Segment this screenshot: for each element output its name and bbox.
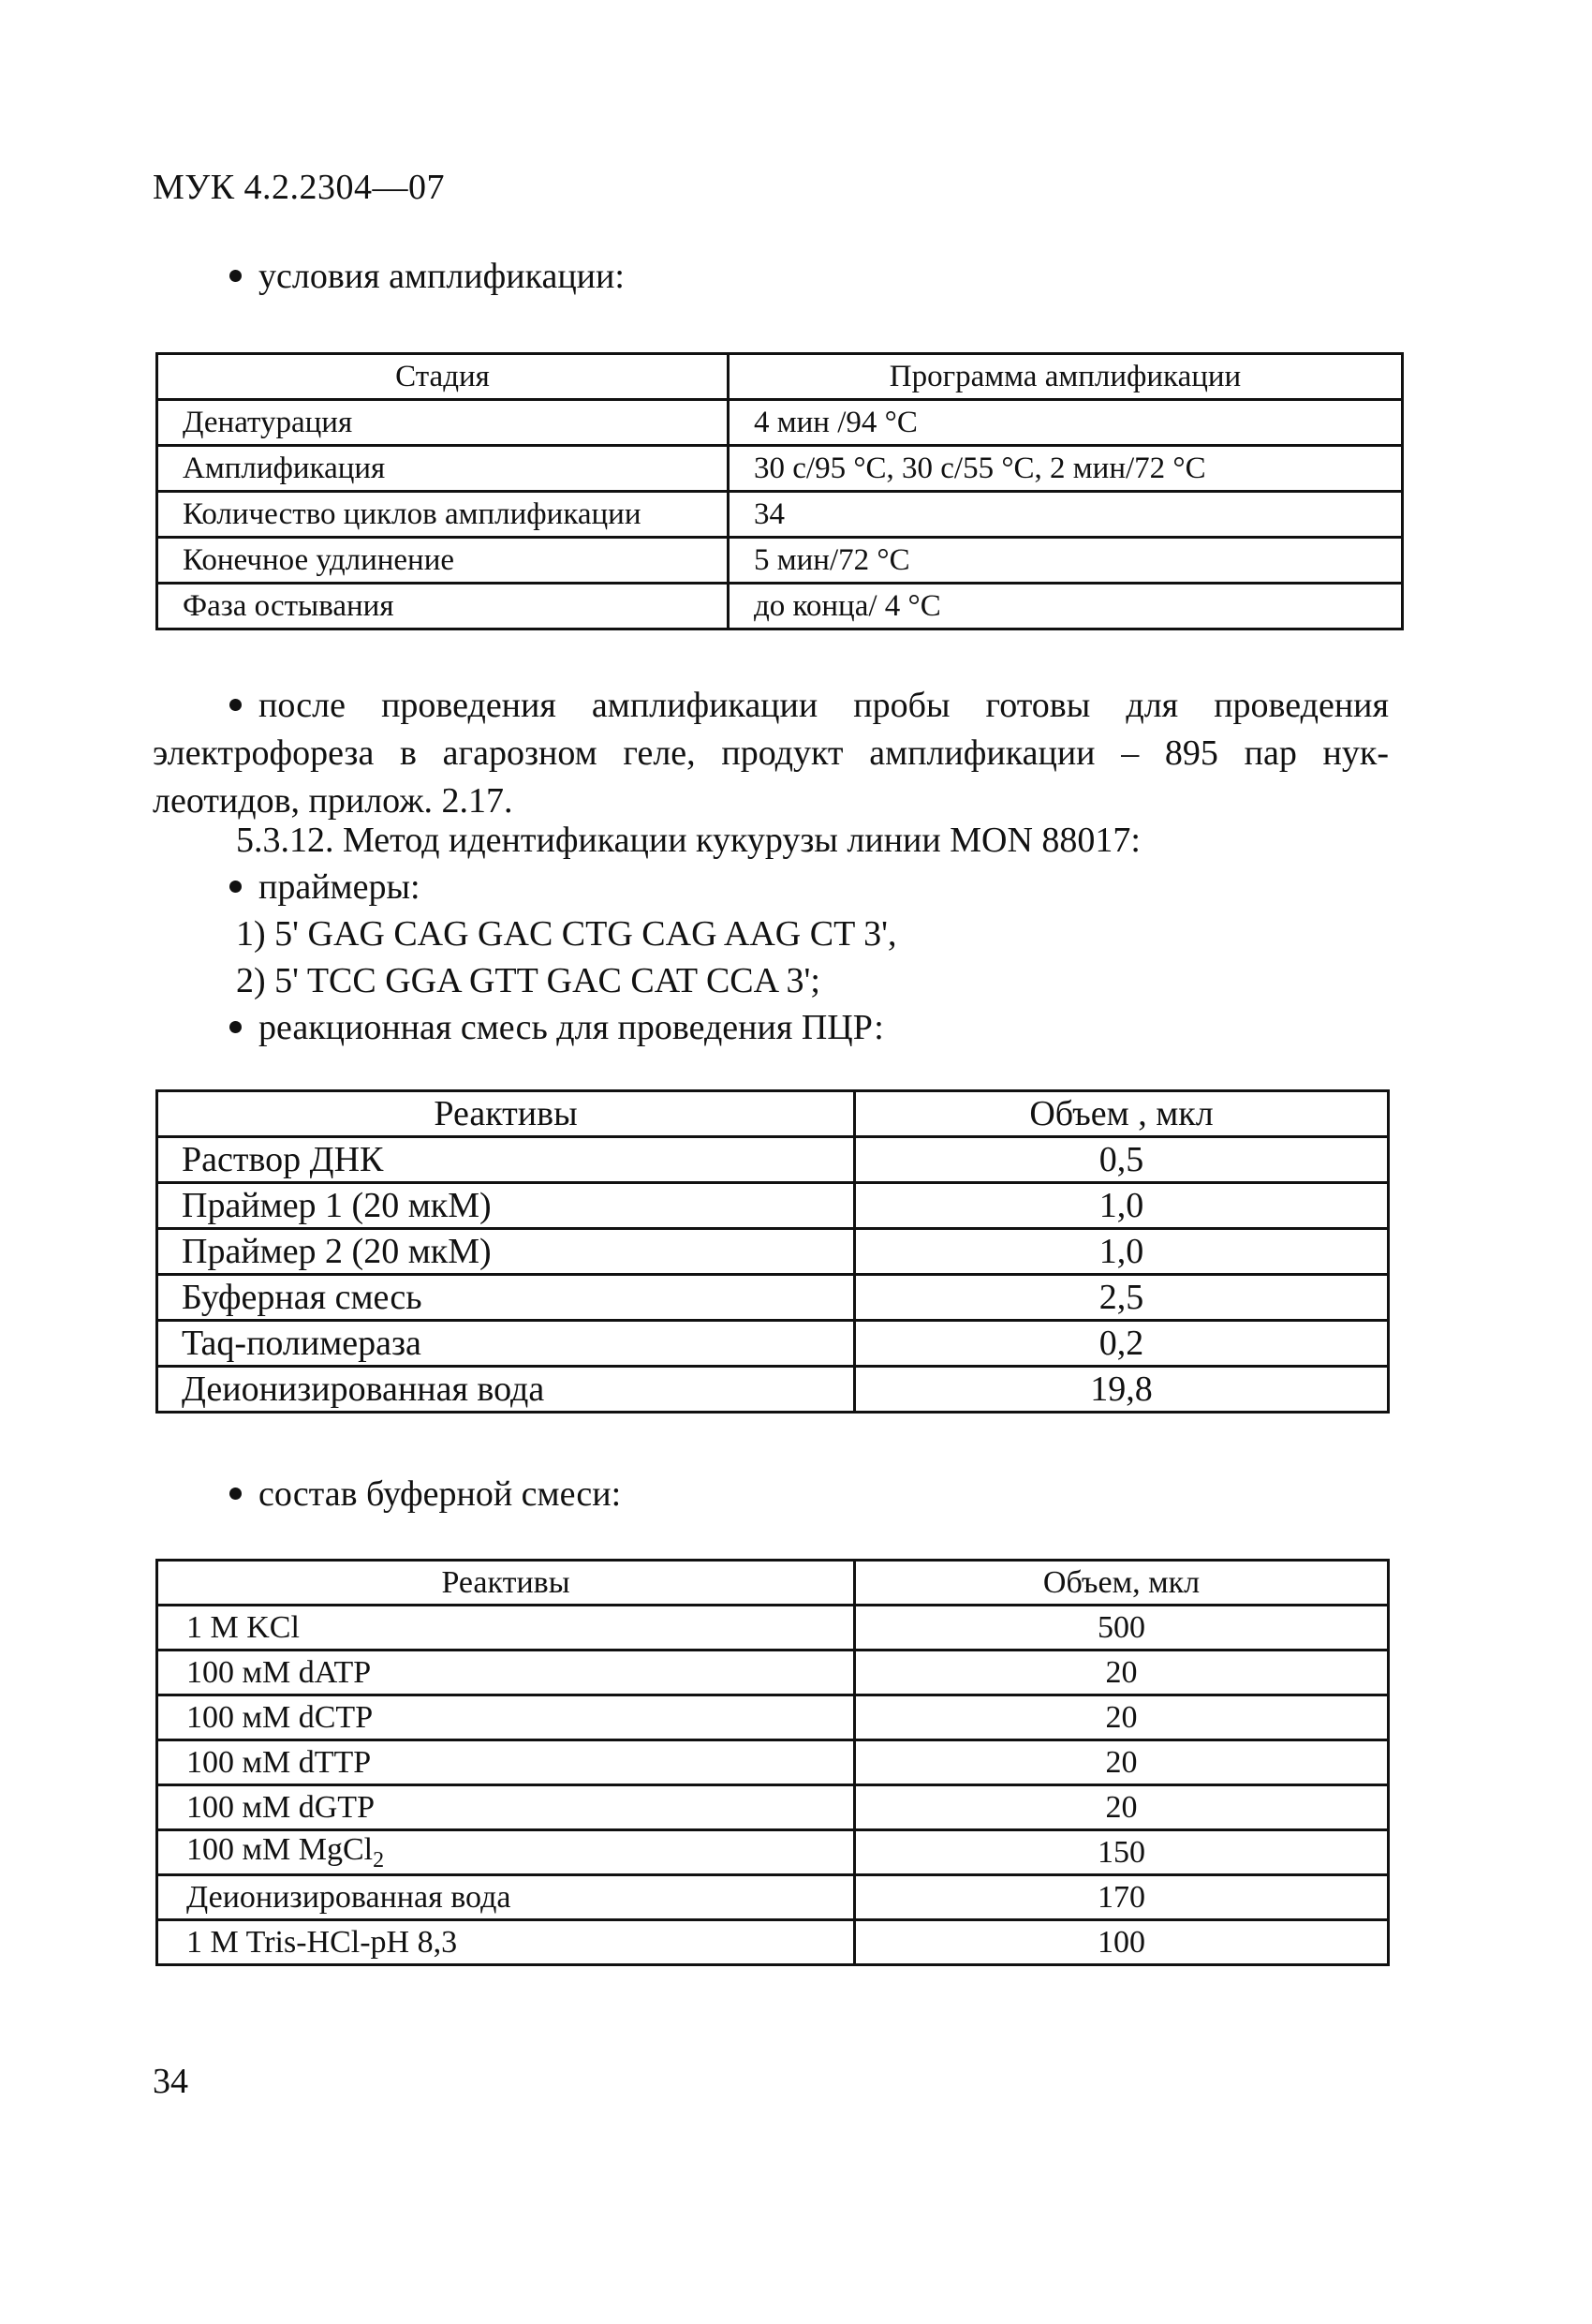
program-cell: 30 с/95 °С, 30 с/55 °С, 2 мин/72 °С <box>729 446 1403 492</box>
table-row <box>157 1321 1389 1367</box>
volume-cell: 20 <box>855 1785 1389 1830</box>
stage-cell: Количество циклов амплификации <box>157 492 729 538</box>
volume-cell: 100 <box>855 1920 1389 1965</box>
table-row <box>157 400 1403 446</box>
table-row <box>157 1875 1389 1920</box>
reaction-mix-heading <box>229 1004 884 1052</box>
buffer-composition-heading <box>229 1471 621 1518</box>
volume-cell: 2,5 <box>855 1275 1389 1321</box>
table-row <box>157 1740 1389 1785</box>
reagent-cell: 100 мМ dCTP <box>157 1695 855 1740</box>
amplification-conditions-heading <box>229 253 625 301</box>
stage-cell: Амплификация <box>157 446 729 492</box>
paragraph-line: электрофореза в агарозном геле, продукт амплификации – 895 пар нук- <box>153 733 1389 773</box>
table-row <box>157 1229 1389 1275</box>
buffer-heading-text: состав буферной смеси: <box>258 1474 622 1514</box>
stage-cell: Конечное удлинение <box>157 538 729 584</box>
reagent-cell: 100 мМ dATP <box>157 1650 855 1695</box>
table-row <box>157 1137 1389 1183</box>
column-header-stage: Стадия <box>157 354 729 400</box>
volume-cell: 500 <box>855 1606 1389 1650</box>
table-row <box>157 1367 1389 1413</box>
table-row <box>157 492 1403 538</box>
volume-cell: 20 <box>855 1740 1389 1785</box>
reagent-cell: Раствор ДНК <box>157 1137 855 1183</box>
bullet-icon <box>229 699 242 711</box>
paragraph-line <box>153 682 1389 730</box>
buffer-mix-table <box>155 1559 1390 1966</box>
table-row <box>157 584 1403 629</box>
table-row <box>157 1830 1389 1875</box>
volume-cell: 150 <box>855 1830 1389 1875</box>
table-row <box>157 446 1403 492</box>
primers-heading-text: праймеры: <box>258 867 420 907</box>
stage-cell: Денатурация <box>157 400 729 446</box>
column-header-volume: Объем , мкл <box>855 1091 1389 1137</box>
column-header-program: Программа амплификации <box>729 354 1403 400</box>
page-number: 34 <box>153 2062 188 2101</box>
program-cell: до конца/ 4 °С <box>729 584 1403 629</box>
bullet-icon <box>229 1488 242 1500</box>
column-header-reagents: Реактивы <box>157 1561 855 1606</box>
table-row <box>157 1650 1389 1695</box>
reagent-subscript: 2 <box>373 1847 385 1873</box>
primers-heading <box>229 864 420 911</box>
volume-cell: 170 <box>855 1875 1389 1920</box>
table-row <box>157 1695 1389 1740</box>
reagent-name: 100 мМ MgCl <box>186 1831 374 1867</box>
program-cell: 4 мин /94 °С <box>729 400 1403 446</box>
volume-cell: 1,0 <box>855 1229 1389 1275</box>
primer-1: 1) 5' GAG CAG GAC CTG CAG AAG CT 3', <box>236 914 897 954</box>
table-row <box>157 1275 1389 1321</box>
method-heading: 5.3.12. Метод идентификации кукурузы линии MON 88017: <box>236 821 1141 860</box>
reagent-cell: Буферная смесь <box>157 1275 855 1321</box>
volume-cell: 0,2 <box>855 1321 1389 1367</box>
reagent-cell: 100 мМ dGTP <box>157 1785 855 1830</box>
reagent-cell: 1 M KCl <box>157 1606 855 1650</box>
program-cell: 34 <box>729 492 1403 538</box>
volume-cell: 19,8 <box>855 1367 1389 1413</box>
reaction-heading-text: реакционная смесь для проведения ПЦР: <box>258 1008 884 1047</box>
reagent-cell: Праймер 2 (20 мкМ) <box>157 1229 855 1275</box>
reagent-cell: Taq-полимераза <box>157 1321 855 1367</box>
bullet-icon <box>229 270 242 282</box>
reagent-cell: 100 мМ dTTP <box>157 1740 855 1785</box>
reagent-cell: Деионизированная вода <box>157 1875 855 1920</box>
volume-cell: 20 <box>855 1650 1389 1695</box>
bullet-icon <box>229 881 242 893</box>
document-code-header: МУК 4.2.2304—07 <box>153 168 446 207</box>
volume-cell: 1,0 <box>855 1183 1389 1229</box>
reagent-cell: 1 M Tris-HCl-pH 8,3 <box>157 1920 855 1965</box>
table-row <box>157 1183 1389 1229</box>
paragraph-line: леотидов, прилож. 2.17. <box>153 781 513 821</box>
column-header-volume: Объем, мкл <box>855 1561 1389 1606</box>
volume-cell: 20 <box>855 1695 1389 1740</box>
table-header-row <box>157 354 1403 400</box>
table-row <box>157 1785 1389 1830</box>
table-row <box>157 1606 1389 1650</box>
column-header-reagents: Реактивы <box>157 1091 855 1137</box>
program-cell: 5 мин/72 °С <box>729 538 1403 584</box>
reagent-cell <box>157 1830 855 1875</box>
table-row <box>157 538 1403 584</box>
reagent-cell: Деионизированная вода <box>157 1367 855 1413</box>
bullet-icon <box>229 1021 242 1033</box>
table-header-row <box>157 1561 1389 1606</box>
amplification-program-table <box>155 352 1404 630</box>
table-header-row <box>157 1091 1389 1137</box>
amplification-heading-text: условия амплификации: <box>258 257 625 296</box>
pcr-reaction-mix-table <box>155 1089 1390 1414</box>
primer-2: 2) 5' TCC GGA GTT GAC CAT CCA 3'; <box>236 961 820 1000</box>
reagent-cell: Праймер 1 (20 мкМ) <box>157 1183 855 1229</box>
stage-cell: Фаза остывания <box>157 584 729 629</box>
table-row <box>157 1920 1389 1965</box>
paragraph-text: после проведения амплификации пробы готовы для проведения <box>258 686 1389 725</box>
post-amplification-paragraph <box>153 682 1389 825</box>
volume-cell: 0,5 <box>855 1137 1389 1183</box>
